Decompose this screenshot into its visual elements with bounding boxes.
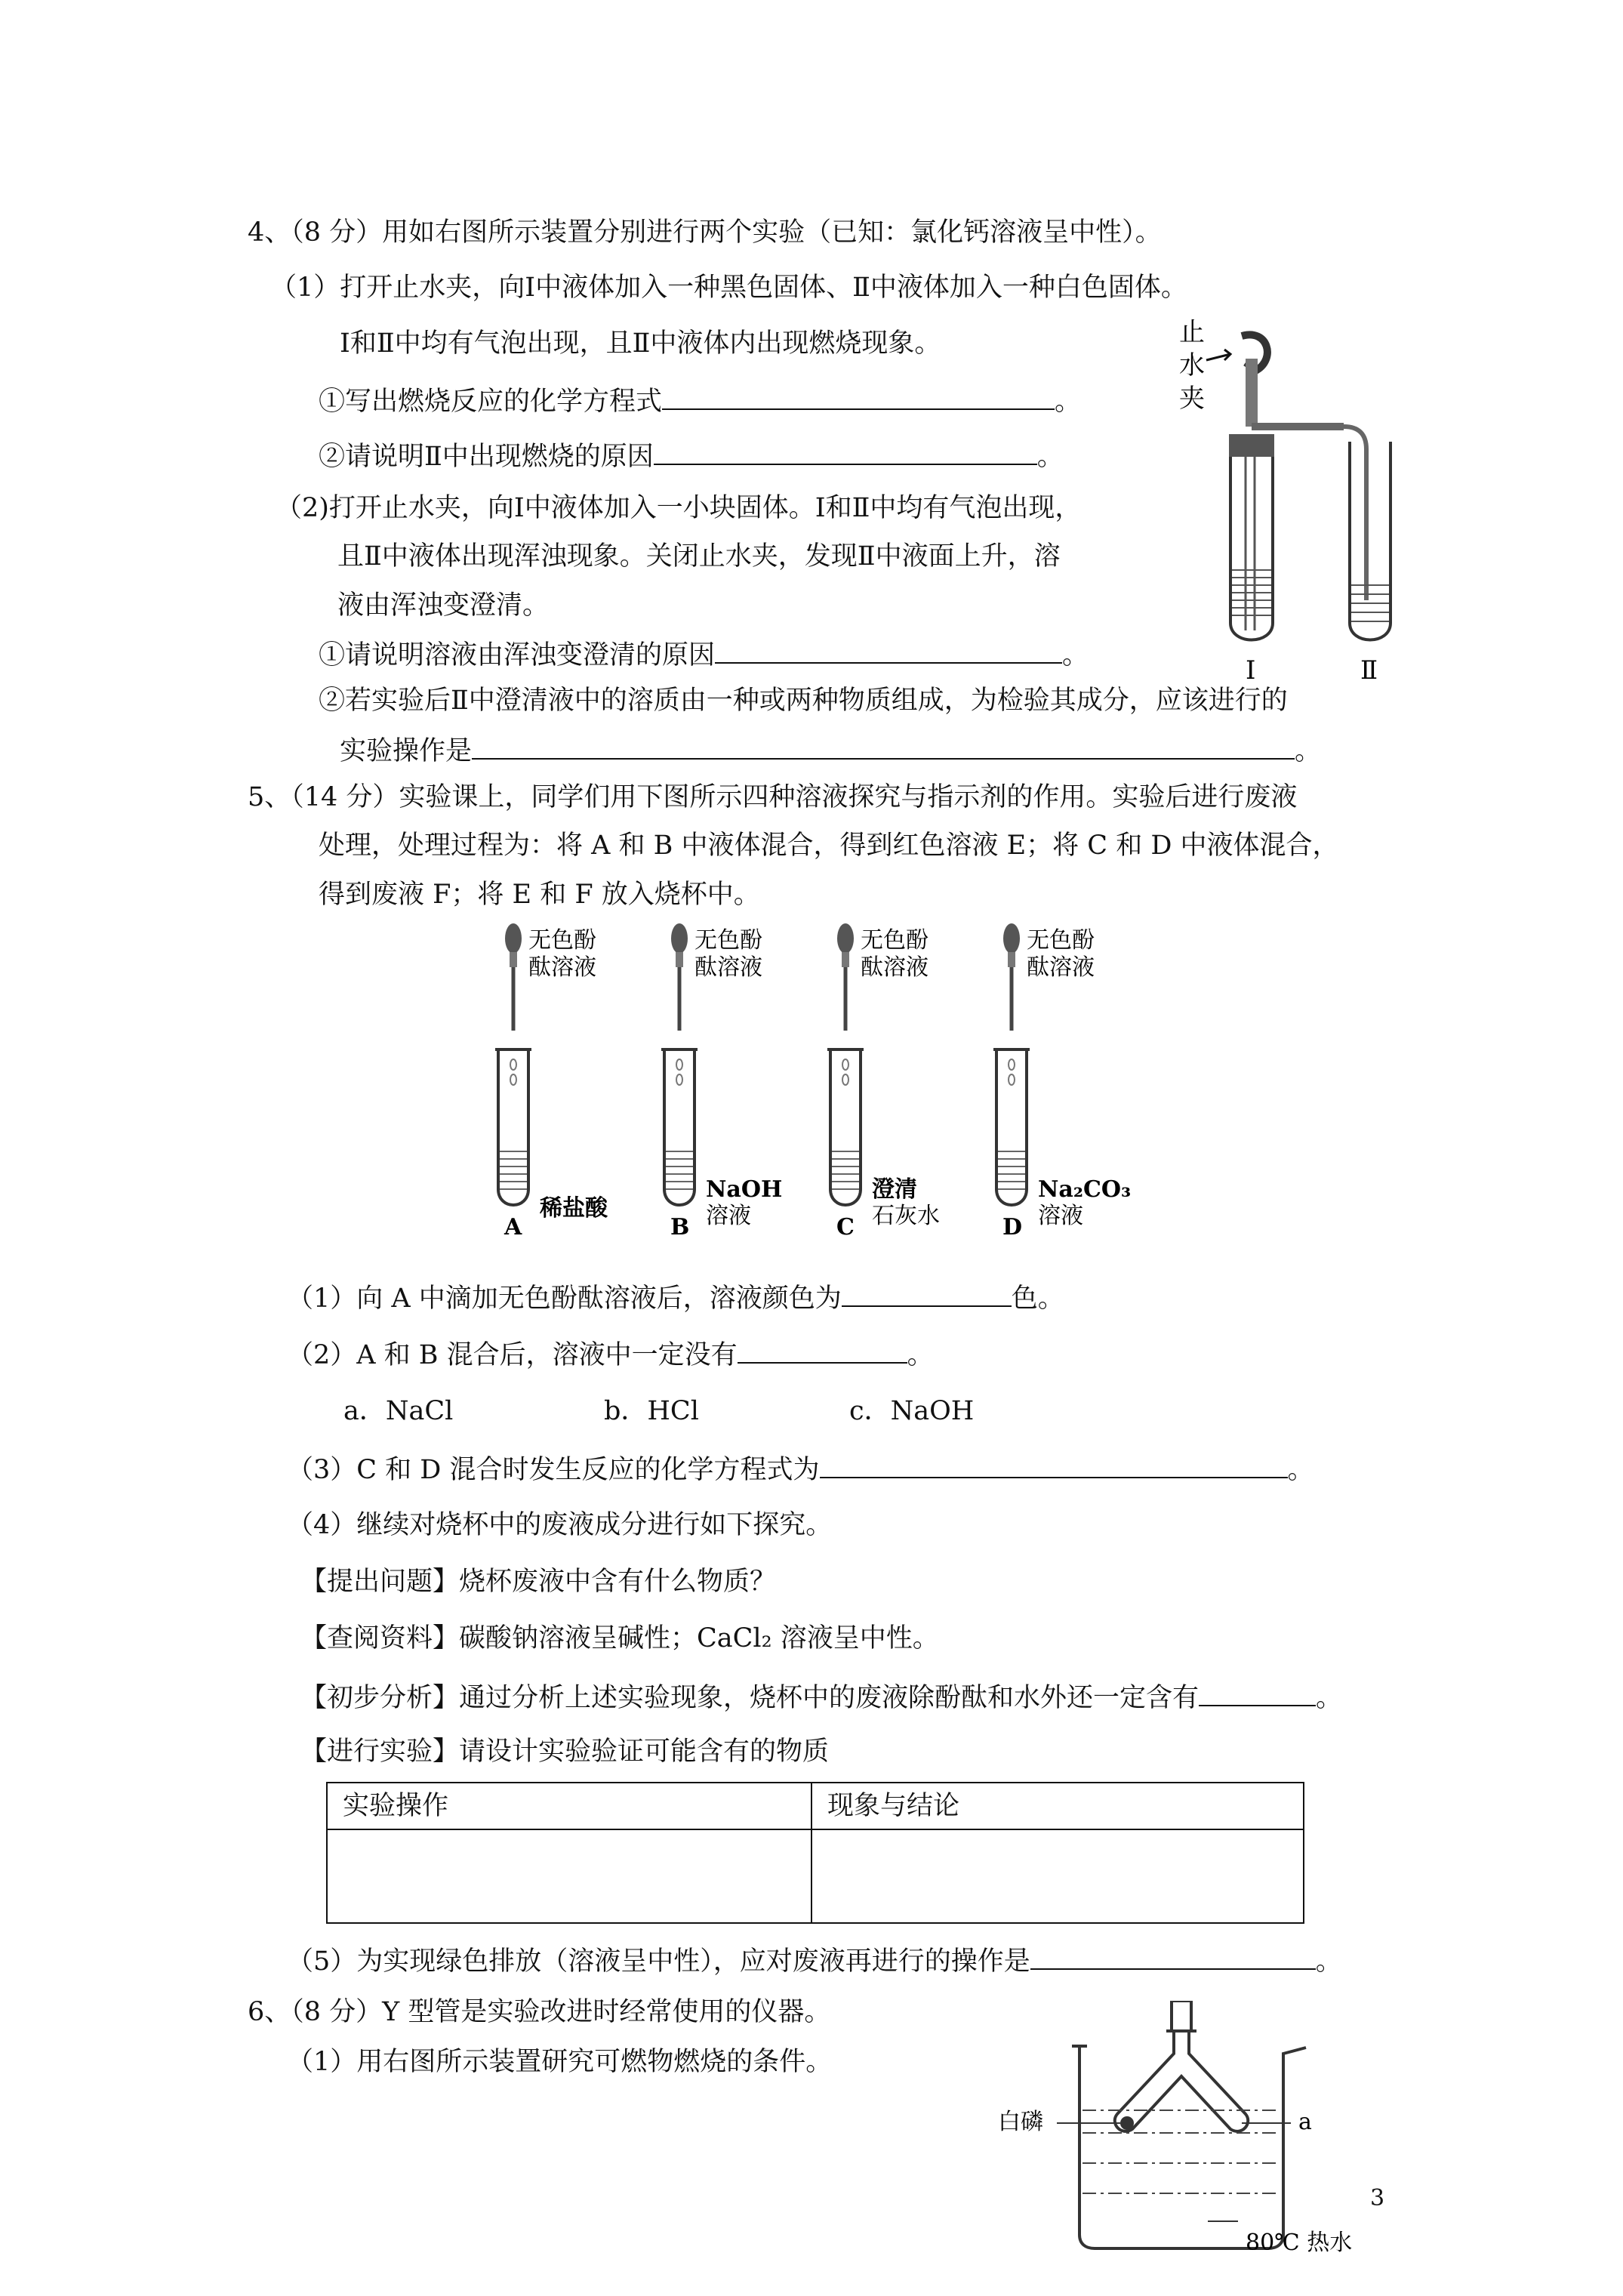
q4-part1-q1: [319, 383, 1081, 418]
tubes-drawing: [468, 917, 1147, 1242]
q4-part2-line2: 且Ⅱ中液体出现浑浊现象。关闭止水夹，发现Ⅱ中液面上升，溶: [337, 541, 1061, 572]
drop: [676, 1074, 682, 1085]
tube-label-line1: 澄清: [872, 1176, 917, 1203]
page-number: 3: [1370, 2185, 1385, 2211]
q4-part1-q2: [319, 438, 1064, 473]
q5-analysis-text: 【初步分析】通过分析上述实验现象，烧杯中的废液除酚酞和水外还一定含有: [300, 1683, 1200, 1713]
q5-option-c: c．NaOH: [849, 1396, 975, 1426]
answer-blank[interactable]: [662, 383, 1055, 410]
q4-stem: 4、（8 分）用如右图所示装置分别进行两个实验（已知：氯化钙溶液呈中性）。: [248, 217, 1162, 248]
drop: [842, 1074, 848, 1085]
white-phosphorus-label: 白磷: [998, 2109, 1043, 2135]
dropper-neck: [510, 952, 517, 967]
q5-q2: [287, 1336, 934, 1372]
header-result: 现象与结论: [812, 1783, 1304, 1829]
hot-water-label: 80℃ 热水: [1246, 2230, 1353, 2256]
clamp-label-3: 夹: [1179, 384, 1205, 414]
dropper-bulb: [671, 923, 688, 954]
dropper-label-line2: 酞溶液: [694, 954, 762, 981]
q6-ytube-figure: [989, 2001, 1397, 2257]
answer-blank[interactable]: [1199, 1679, 1316, 1706]
q5-option-b: b．HCl: [604, 1396, 699, 1426]
answer-blank[interactable]: [842, 1280, 1012, 1307]
drop: [1009, 1059, 1015, 1070]
dropper-bulb: [837, 923, 854, 954]
q4-part2-q1: [319, 636, 1089, 672]
period: 。: [1295, 736, 1322, 766]
q5-q3-text: （3）C 和 D 混合时发生反应的化学方程式为: [287, 1455, 820, 1485]
q5-q5-text: （5）为实现绿色排放（溶液呈中性），应对废液再进行的操作是: [287, 1946, 1030, 1977]
drop: [676, 1059, 682, 1070]
tube-label-line2: 溶液: [706, 1203, 751, 1229]
period: 。: [1055, 387, 1082, 417]
period: 。: [1315, 1946, 1342, 1977]
table-row: [327, 1829, 1304, 1923]
answer-blank[interactable]: [820, 1451, 1288, 1478]
q4-part2-line3: 液由浑浊变澄清。: [337, 590, 550, 621]
period: 。: [1036, 442, 1064, 472]
experiment-table: [326, 1782, 1304, 1924]
tube-label-line1: NaOH: [706, 1176, 783, 1203]
dropper-bulb: [1003, 923, 1020, 954]
dropper-label-line2: 酞溶液: [528, 954, 596, 981]
dropper-label-line1: 无色酚: [1027, 927, 1095, 954]
q4-part2-q1-text: ①请说明溶液由浑浊变澄清的原因: [319, 640, 716, 670]
q5-stem-line1: 5、（14 分）实验课上，同学们用下图所示四种溶液探究与指示剂的作用。实验后进行废液: [248, 782, 1298, 812]
table-header-row: [327, 1783, 1304, 1829]
period: 。: [1062, 640, 1089, 670]
q5-reference: 【查阅资料】碳酸钠溶液呈碱性；CaCl₂ 溶液呈中性。: [300, 1623, 939, 1653]
point-a-label: a: [1298, 2109, 1312, 2135]
table-cell-result[interactable]: [812, 1829, 1304, 1923]
dropper-label-line1: 无色酚: [861, 927, 929, 954]
q5-experiment: 【进行实验】请设计实验验证可能含有的物质: [300, 1737, 830, 1767]
dropper-label-line1: 无色酚: [528, 927, 596, 954]
q6-stem: 6、（8 分）Y 型管是实验改进时经常使用的仪器。: [248, 1997, 831, 2027]
q5-q1-text: （1）向 A 中滴加无色酚酞溶液后，溶液颜色为: [287, 1284, 842, 1314]
tube-label-line1: Na₂CO₃: [1038, 1176, 1132, 1203]
answer-blank[interactable]: [1030, 1943, 1316, 1970]
tube-label-line2: 石灰水: [872, 1203, 940, 1229]
q4-part2-q2b-text: 实验操作是: [340, 736, 473, 766]
q5-stem-line2: 处理，处理过程为：将 A 和 B 中液体混合，得到红色溶液 E；将 C 和 D 中液体混合，: [319, 831, 1339, 861]
q4-apparatus-figure: [1170, 313, 1397, 683]
q5-q2-text: （2）A 和 B 混合后，溶液中一定没有: [287, 1340, 738, 1370]
tube-letter: A: [504, 1214, 522, 1240]
q5-q1: [287, 1280, 1064, 1315]
period: 。: [907, 1340, 934, 1370]
dropper-neck: [676, 952, 683, 967]
table-cell-operation[interactable]: [327, 1829, 812, 1923]
q4-part1-intro: （1）打开止水夹，向Ⅰ中液体加入一种黑色固体、Ⅱ中液体加入一种白色固体。: [270, 273, 1187, 303]
q5-analysis: [300, 1679, 1342, 1715]
ytube-drawing: [989, 2001, 1397, 2257]
period: 。: [1287, 1455, 1314, 1485]
answer-blank[interactable]: [738, 1336, 907, 1364]
tube-label-line1: 稀盐酸: [540, 1195, 608, 1222]
q5-q3: [287, 1451, 1314, 1487]
dropper-bulb: [505, 923, 522, 954]
apparatus-drawing: [1170, 313, 1397, 683]
tube-letter: C: [836, 1214, 855, 1240]
q5-tubes-figure: [468, 917, 1147, 1242]
dropper-label-line2: 酞溶液: [861, 954, 929, 981]
dropper-label-line2: 酞溶液: [1027, 954, 1095, 981]
q5-option-a: a．NaCl: [343, 1396, 454, 1426]
q4-part1-q1-text: ①写出燃烧反应的化学方程式: [319, 387, 663, 417]
tube-label-2: Ⅱ: [1360, 655, 1378, 683]
answer-blank[interactable]: [472, 732, 1295, 760]
answer-blank[interactable]: [654, 438, 1037, 465]
q5-q4: （4）继续对烧杯中的废液成分进行如下探究。: [287, 1510, 833, 1540]
q5-q5: [287, 1943, 1342, 1978]
tube-letter: D: [1002, 1214, 1023, 1240]
tube-label-line2: 溶液: [1038, 1203, 1083, 1229]
q6-q1: （1）用右图所示装置研究可燃物燃烧的条件。: [287, 2047, 833, 2077]
tube-letter: B: [670, 1214, 690, 1240]
clamp-label-2: 水: [1179, 350, 1205, 381]
q4-part2-line1: （2)打开止水夹，向Ⅰ中液体加入一小块固体。Ⅰ和Ⅱ中均有气泡出现，: [276, 493, 1082, 523]
dropper-neck: [842, 952, 849, 967]
q5-ask: 【提出问题】烧杯废液中含有什么物质？: [300, 1567, 777, 1597]
period: 。: [1316, 1683, 1343, 1713]
q4-part2-q2b: [340, 732, 1321, 768]
q5-q1-end: 色。: [1011, 1284, 1064, 1314]
answer-blank[interactable]: [715, 636, 1062, 664]
drop: [510, 1074, 516, 1085]
tube-label-1: Ⅰ: [1246, 655, 1256, 683]
q4-part1-q2-text: ②请说明Ⅱ中出现燃烧的原因: [319, 442, 654, 472]
drop: [842, 1059, 848, 1070]
q5-stem-line3: 得到废液 F；将 E 和 F 放入烧杯中。: [319, 880, 760, 910]
drop: [510, 1059, 516, 1070]
dropper-label-line1: 无色酚: [694, 927, 762, 954]
dropper-neck: [1008, 952, 1015, 967]
drop: [1009, 1074, 1015, 1085]
clamp-label-1: 止: [1179, 317, 1205, 347]
header-operation: 实验操作: [327, 1783, 812, 1829]
q4-part2-q2: ②若实验后Ⅱ中澄清液中的溶质由一种或两种物质组成，为检验其成分，应该进行的: [319, 686, 1288, 716]
q4-part1-observation: Ⅰ和Ⅱ中均有气泡出现，且Ⅱ中液体内出现燃烧现象。: [340, 328, 941, 359]
